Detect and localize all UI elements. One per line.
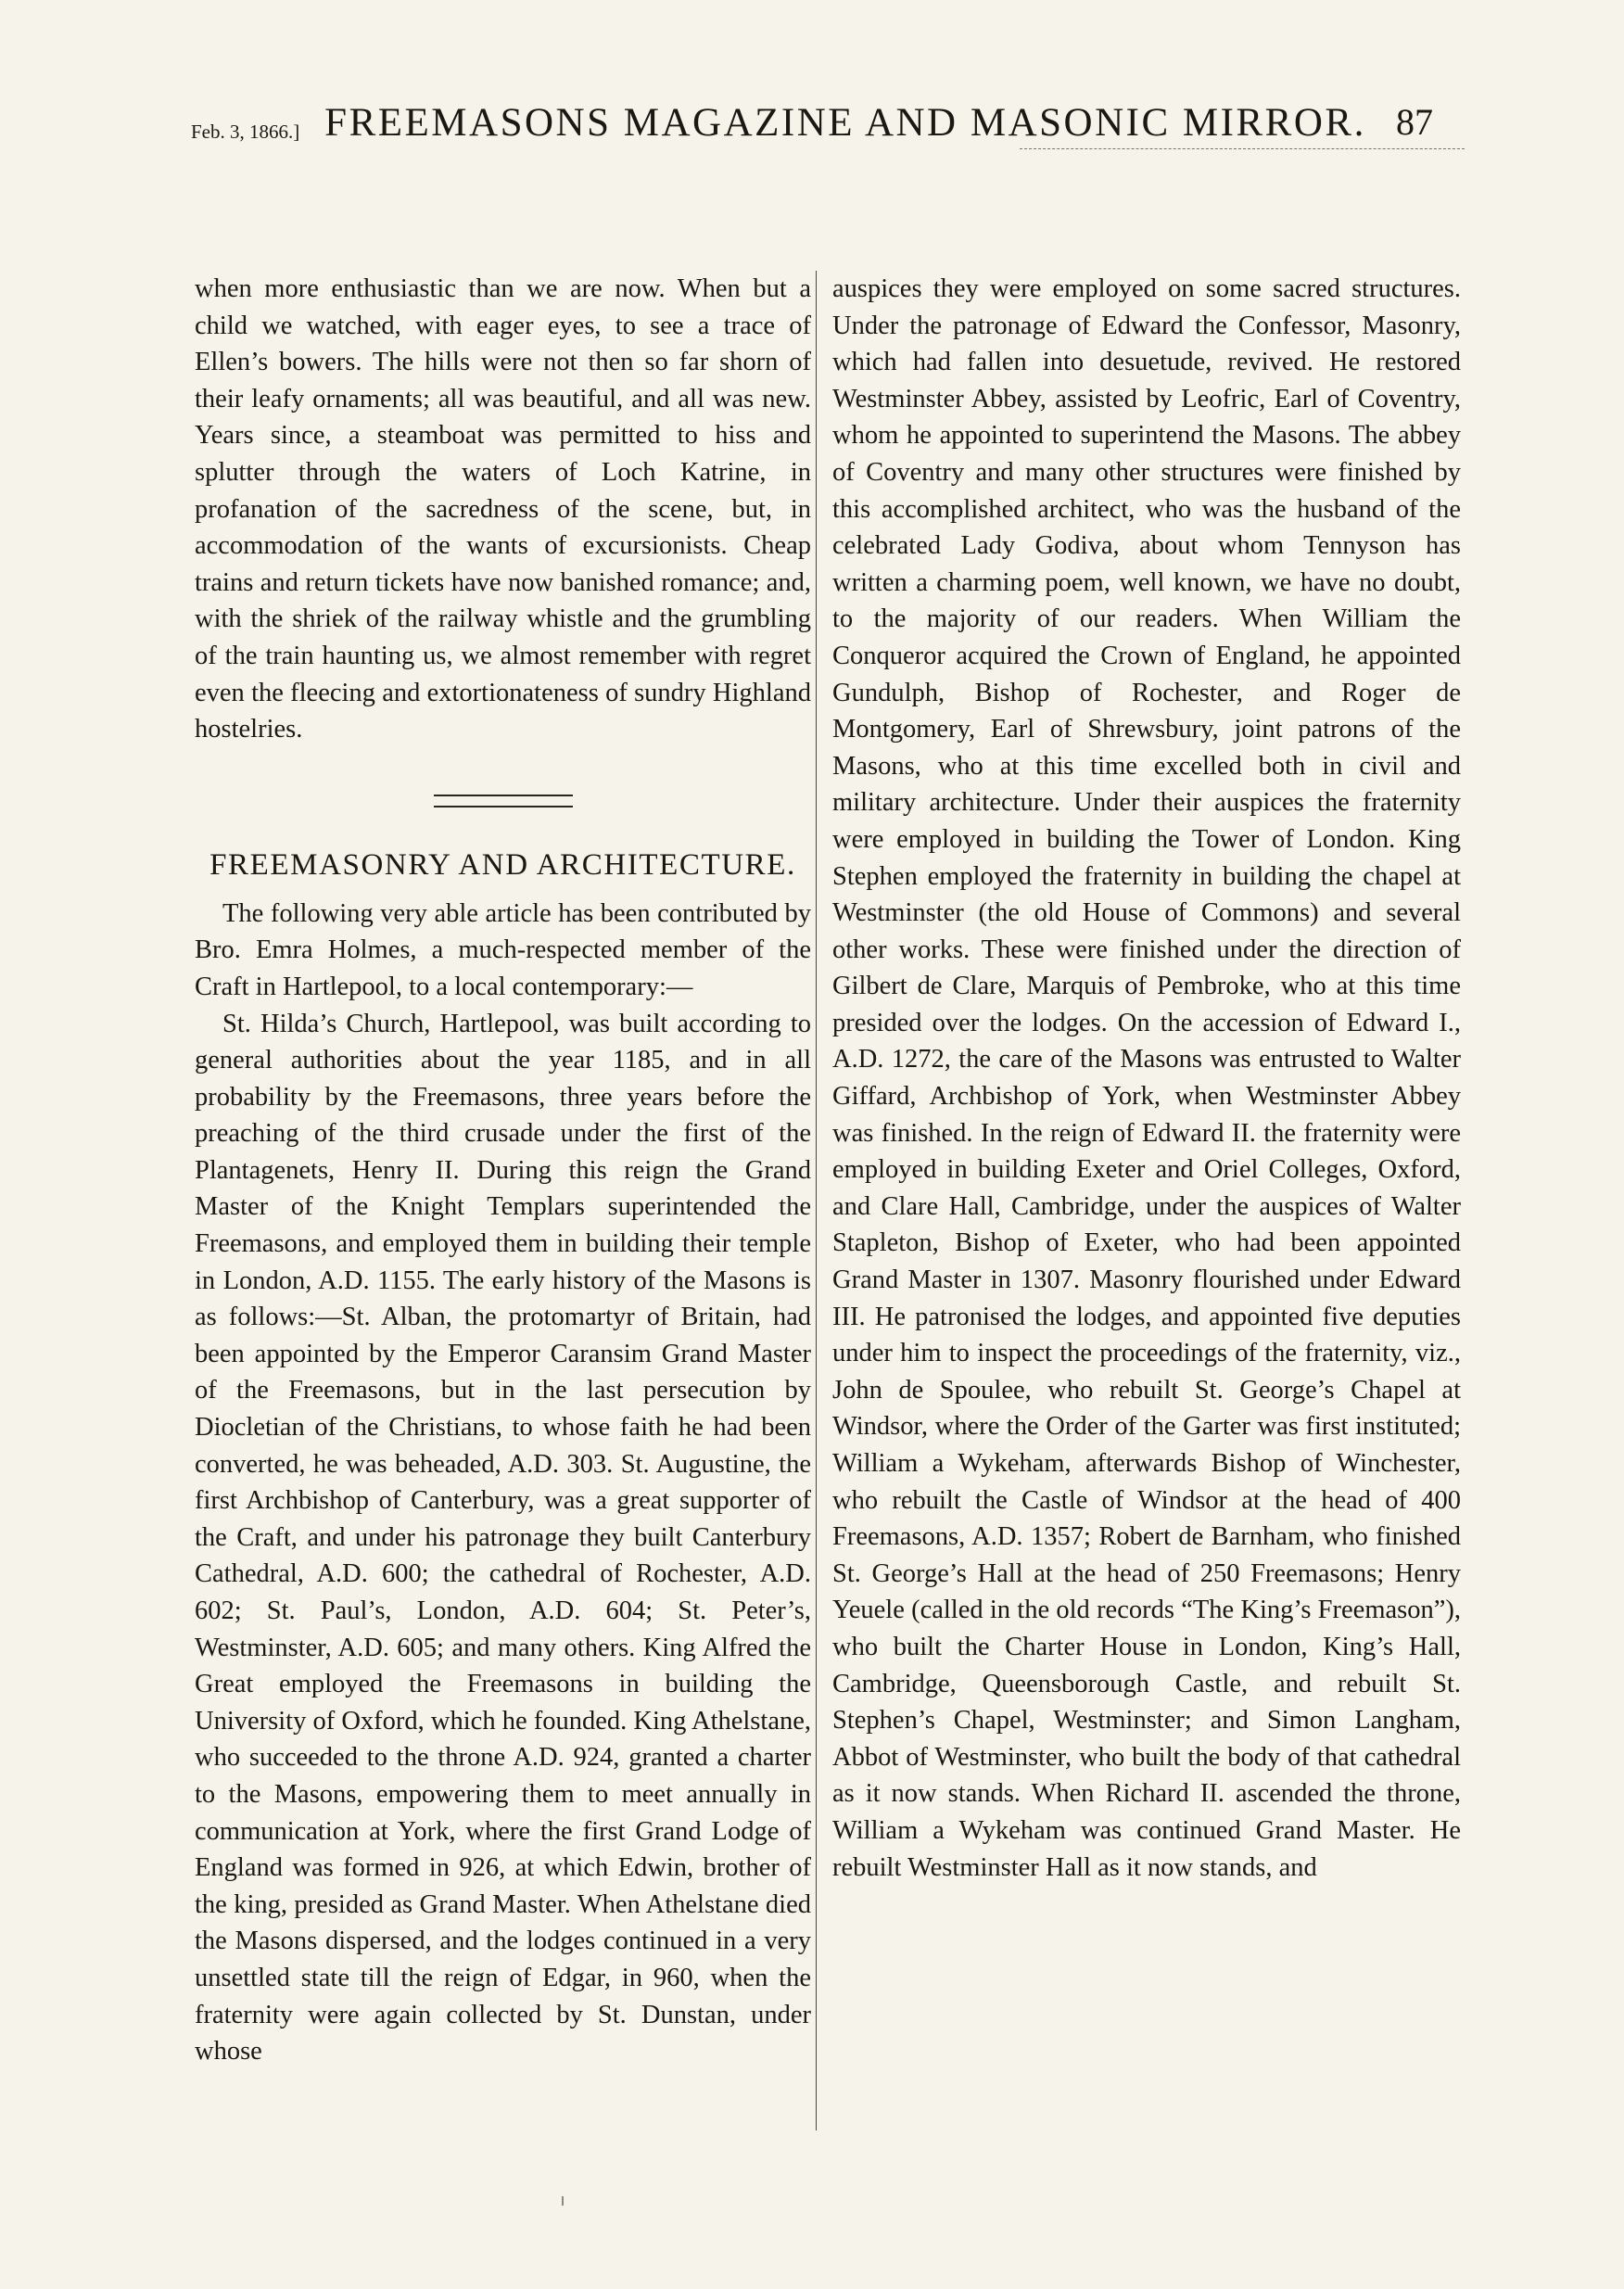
section-separator [434,795,573,808]
column-divider [816,271,817,2130]
left-column [195,271,811,2070]
magazine-title: FREEMASONS MAGAZINE AND MASONIC MIRROR. [324,101,1366,145]
article-paragraph-continued: auspices they were employed on some sacred structures. Under the patronage of Edward the Confessor, Masonry, which had fallen into desuetude, revived. He restored Westminster Abbey, assisted by Leofric, Earl of Coventry, whom he appointed to superintend the Masons. The abbey of Coventry and many other structures were finished by this accomplished architect, who was the husband of the celebrated Lady Godiva, about whom Tennyson has written a charming poem, well known, we have no doubt, to the majority of our readers. When William the Conqueror acquired the Crown of England, he appointed Gundulph, Bishop of Rochester, and Roger de Montgomery, Earl of Shrewsbury, joint patrons of the Masons, who at this time excelled both in civil and military architecture. Under their auspices the fraternity were employed in building the Tower of London. King Stephen employed the fraternity in building the chapel at Westminster (the old House of Commons) and several other works. These were finished under the direction of Gilbert de Clare, Marquis of Pembroke, who at this time presided over the lodges. On the accession of Edward I., A.D. 1272, the care of the Masons was entrusted to Walter Giffard, Archbishop of York, when Westminster Abbey was finished. In the reign of Edward II. the fraternity were employed in building Exeter and Oriel Colleges, Oxford, and Clare Hall, Cambridge, under the auspices of Walter Stapleton, Bishop of Exeter, who had been appointed Grand Master in 1307. Masonry flourished under Edward III. He patronised the lodges, and appointed five deputies under him to inspect the proceedings of the fraternity, viz., John de Spoulee, who rebuilt St. George’s Chapel at Windsor, where the Order of the Garter was first instituted; William a Wykeham, afterwards Bishop of Winchester, who rebuilt the Castle of Windsor at the head of 400 Freemasons, A.D. 1357; Robert de Barnham, who finished St. George’s Hall at the head of 250 Freemasons; Henry Yeuele (called in the old records “The King’s Freemason”), who built the Charter House in London, King’s Hall, Cambridge, Queensborough Castle, and rebuilt St. Stephen’s Chapel, Westminster; and Simon Langham, Abbot of Westminster, who built the body of that cathedral as it now stands. When Richard II. ascended the throne, William a Wykeham was continued Grand Master. He rebuilt Westminster Hall as it now stands, and [832,274,1461,1882]
article-title: FREEMASONRY AND ARCHITECTURE. [209,847,796,882]
right-column [832,271,1461,1886]
page-number: 87 [1396,101,1433,143]
continued-paragraph: when more enthusiastic than we are now. When but a child we watched, with eager eyes, to see a trace of Ellen’s bowers. The hills were not then so far shorn of their leafy ornaments; all was beautiful, and all was new. Years since, a steamboat was permitted to hiss and splutter through the waters of Loch Katrine, in profanation of the sacredness of the scene, but, in accommodation of the wants of excursionists. Cheap trains and return tickets have now banished romance; and, with the shriek of the railway whistle and the grumbling of the train haunting us, we almost remember with regret even the fleecing and extortionateness of sundry Highland hostelries. [195,274,811,744]
article-paragraph: St. Hilda’s Church, Hartlepool, was built according to general authorities about the year 1185, and in all probability by the Freemasons, three years before the preaching of the third crusade under the first of the Plantagenets, Henry II. During this reign the Grand Master of the Knight Templars superintended the Freemasons, and employed them in building their temple in London, A.D. 1155. The early history of the Masons is as follows:—St. Alban, the protomartyr of Britain, had been appointed by the Emperor Caransim Grand Master of the Freemasons, but in the last persecution by Diocletian of the Christians, to whose faith he had been converted, he was beheaded, A.D. 303. St. Augustine, the first Archbishop of Canterbury, was a great supporter of the Craft, and under his patronage they built Canterbury Cathedral, A.D. 600; the cathedral of Rochester, A.D. 602; St. Paul’s, London, A.D. 604; St. Peter’s, Westminster, A.D. 605; and many others. King Alfred the Great employed the Freemasons in building the University of Oxford, which he founded. King Athelstane, who succeeded to the throne A.D. 924, granted a charter to the Masons, empowering them to meet annually in communication at York, where the first Grand Lodge of England was formed in 926, at which Edwin, brother of the king, presided as Grand Master. When Athelstane died the Masons dispersed, and the lodges continued in a very unsettled state till the reign of Edgar, in 960, when the fraternity were again collected by St. Dunstan, under whose [195,1009,811,2066]
footer-mark [562,2196,564,2206]
page-header [0,100,1624,156]
header-rule [1020,148,1465,149]
issue-date: Feb. 3, 1866.] [191,121,300,143]
article-intro: The following very able article has been contributed by Bro. Emra Holmes, a much-respected member of the Craft in Hartlepool, to a local contemporary:— [195,898,811,1001]
